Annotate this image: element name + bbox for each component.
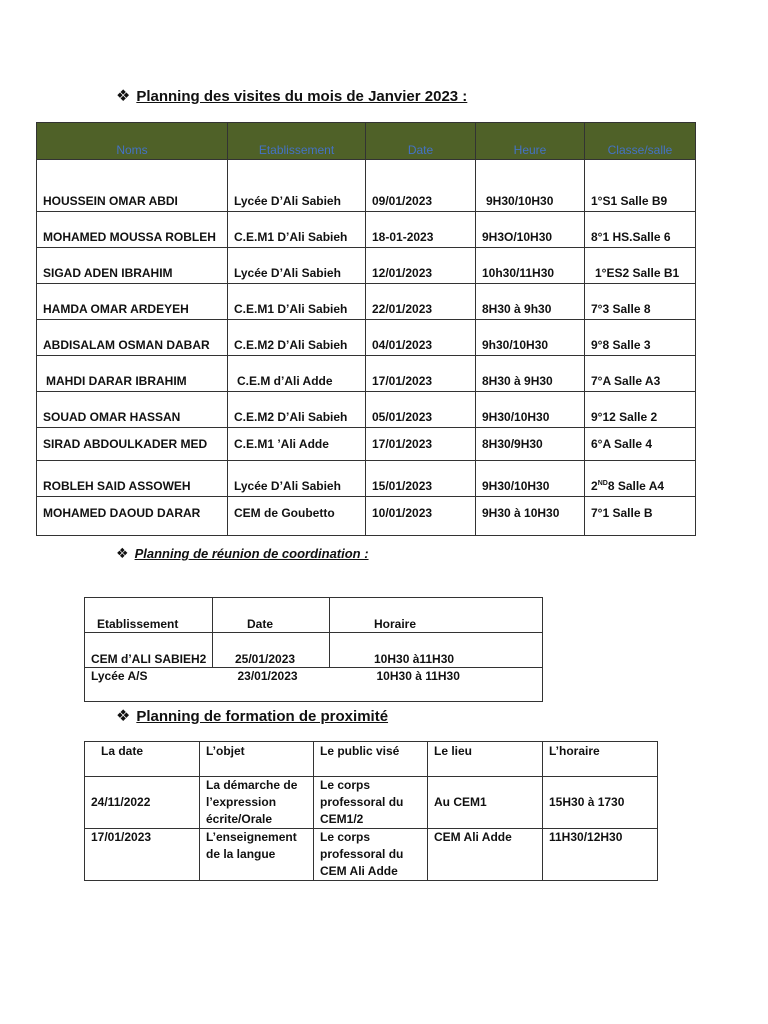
objet-line: La démarche de xyxy=(206,778,298,792)
visits-table xyxy=(36,122,696,536)
table-row xyxy=(37,356,696,392)
cell-date: 23/01/2023 xyxy=(213,668,330,702)
cell-classe: 6°A Salle 4 xyxy=(585,428,696,461)
cell-classe: 1°S1 Salle B9 xyxy=(585,160,696,212)
table-row xyxy=(37,428,696,461)
cell-classe: 7°1 Salle B xyxy=(585,497,696,536)
section-coordination-heading xyxy=(116,545,369,562)
cell-heure: 10h30/11H30 xyxy=(476,248,585,284)
header-heure: Heure xyxy=(476,123,585,160)
public-line: CEM Ali Adde xyxy=(320,864,398,878)
cell-date: 18-01-2023 xyxy=(366,212,476,248)
classe-superscript: ND xyxy=(597,480,608,487)
table-row xyxy=(85,633,543,668)
cell-heure: 9h30/10H30 xyxy=(476,320,585,356)
cell-date: 25/01/2023 xyxy=(213,633,330,668)
table-row xyxy=(37,497,696,536)
table-row xyxy=(85,829,658,881)
cell-heure: 8H30/9H30 xyxy=(476,428,585,461)
cell-etablissement: C.E.M2 D’Ali Sabieh xyxy=(228,392,366,428)
cell-nom: HOUSSEIN OMAR ABDI xyxy=(37,160,228,212)
cell-objet xyxy=(200,829,314,881)
objet-line: écrite/Orale xyxy=(206,812,273,826)
cell-horaire: 10H30 à11H30 xyxy=(330,633,543,668)
cell-etablissement: C.E.M d’Ali Adde xyxy=(228,356,366,392)
table-row xyxy=(37,248,696,284)
header-etablissement: Etablissement xyxy=(85,598,213,633)
cell-classe: 1°ES2 Salle B1 xyxy=(585,248,696,284)
cell-date: 10/01/2023 xyxy=(366,497,476,536)
header-horaire: Horaire xyxy=(330,598,543,633)
cell-etablissement: Lycée D’Ali Sabieh xyxy=(228,160,366,212)
table-row xyxy=(85,668,543,702)
cell-classe xyxy=(585,461,696,497)
diamond-bullet-icon: ❖ xyxy=(116,708,131,725)
cell-horaire: 15H30 à 1730 xyxy=(543,777,658,829)
cell-etablissement: C.E.M2 D’Ali Sabieh xyxy=(228,320,366,356)
cell-date: 09/01/2023 xyxy=(366,160,476,212)
header-date: Date xyxy=(366,123,476,160)
table-row xyxy=(37,160,696,212)
cell-classe: 9°8 Salle 3 xyxy=(585,320,696,356)
section-visits-heading xyxy=(116,86,467,106)
cell-nom: MOHAMED DAOUD DARAR xyxy=(37,497,228,536)
cell-date: 12/01/2023 xyxy=(366,248,476,284)
cell-heure: 9H30/10H30 xyxy=(476,461,585,497)
cell-lieu: Au CEM1 xyxy=(428,777,543,829)
cell-etablissement: CEM d’ALI SABIEH2 xyxy=(85,633,213,668)
header-noms: Noms xyxy=(37,123,228,160)
table-row xyxy=(37,284,696,320)
section-visits-title: Planning des visites du mois de Janvier 2023 : xyxy=(136,87,468,105)
cell-date: 22/01/2023 xyxy=(366,284,476,320)
public-line: professoral du xyxy=(320,847,404,861)
cell-heure: 8H30 à 9h30 xyxy=(476,284,585,320)
table-row xyxy=(37,212,696,248)
cell-heure: 9H30 à 10H30 xyxy=(476,497,585,536)
diamond-bullet-icon: ❖ xyxy=(116,88,131,105)
table-row xyxy=(37,320,696,356)
cell-nom: HAMDA OMAR ARDEYEH xyxy=(37,284,228,320)
table-row xyxy=(37,392,696,428)
objet-line: l’expression xyxy=(206,795,277,809)
cell-date: 24/11/2022 xyxy=(85,777,200,829)
cell-nom: ROBLEH SAID ASSOWEH xyxy=(37,461,228,497)
table-header-row xyxy=(85,598,543,633)
classe-number: 2 xyxy=(591,479,598,493)
cell-etablissement: Lycée D’Ali Sabieh xyxy=(228,248,366,284)
cell-etablissement: C.E.M1 D’Ali Sabieh xyxy=(228,212,366,248)
cell-public xyxy=(314,829,428,881)
cell-etablissement: C.E.M1 D’Ali Sabieh xyxy=(228,284,366,320)
header-lieu: Le lieu xyxy=(428,742,543,777)
cell-classe: 7°A Salle A3 xyxy=(585,356,696,392)
cell-etablissement: C.E.M1 ’Ali Adde xyxy=(228,428,366,461)
header-objet: L’objet xyxy=(200,742,314,777)
public-line: Le corps xyxy=(320,778,371,792)
formation-table xyxy=(84,741,658,881)
objet-line: L’enseignement xyxy=(206,830,297,844)
cell-heure: 8H30 à 9H30 xyxy=(476,356,585,392)
table-header-row xyxy=(37,123,696,160)
classe-rest: 8 Salle A4 xyxy=(607,479,665,493)
cell-horaire: 10H30 à 11H30 xyxy=(330,668,543,702)
cell-objet xyxy=(200,777,314,829)
cell-date: 05/01/2023 xyxy=(366,392,476,428)
cell-lieu: CEM Ali Adde xyxy=(428,829,543,881)
cell-nom: SIGAD ADEN IBRAHIM xyxy=(37,248,228,284)
cell-nom: MAHDI DARAR IBRAHIM xyxy=(37,356,228,392)
cell-nom: SOUAD OMAR HASSAN xyxy=(37,392,228,428)
public-line: professoral du xyxy=(320,795,404,809)
cell-nom: SIRAD ABDOULKADER MED xyxy=(37,428,228,461)
cell-heure: 9H30/10H30 xyxy=(476,392,585,428)
header-public: Le public visé xyxy=(314,742,428,777)
coordination-table xyxy=(84,597,543,702)
cell-classe: 9°12 Salle 2 xyxy=(585,392,696,428)
section-formation-title: Planning de formation de proximité xyxy=(136,707,389,725)
cell-horaire: 11H30/12H30 xyxy=(543,829,658,881)
public-line: Le corps xyxy=(320,830,371,844)
cell-date: 04/01/2023 xyxy=(366,320,476,356)
cell-public xyxy=(314,777,428,829)
cell-date: 17/01/2023 xyxy=(366,428,476,461)
cell-classe: 8°1 HS.Salle 6 xyxy=(585,212,696,248)
table-row xyxy=(37,461,696,497)
cell-heure: 9H30/10H30 xyxy=(476,160,585,212)
header-etablissement: Etablissement xyxy=(228,123,366,160)
cell-etablissement: Lycée D’Ali Sabieh xyxy=(228,461,366,497)
section-formation-heading xyxy=(116,706,388,726)
cell-date: 17/01/2023 xyxy=(85,829,200,881)
cell-heure: 9H3O/10H30 xyxy=(476,212,585,248)
public-line: CEM1/2 xyxy=(320,812,364,826)
table-row xyxy=(85,777,658,829)
cell-etablissement: CEM de Goubetto xyxy=(228,497,366,536)
diamond-bullet-icon: ❖ xyxy=(116,545,129,561)
cell-date: 17/01/2023 xyxy=(366,356,476,392)
cell-classe: 7°3 Salle 8 xyxy=(585,284,696,320)
header-classe: Classe/salle xyxy=(585,123,696,160)
objet-line: de la langue xyxy=(206,847,276,861)
header-date: Date xyxy=(213,598,330,633)
cell-nom: MOHAMED MOUSSA ROBLEH xyxy=(37,212,228,248)
cell-etablissement: Lycée A/S xyxy=(85,668,213,702)
header-date: La date xyxy=(85,742,200,777)
cell-nom: ABDISALAM OSMAN DABAR xyxy=(37,320,228,356)
section-coordination-title: Planning de réunion de coordination : xyxy=(134,546,369,561)
table-header-row xyxy=(85,742,658,777)
cell-date: 15/01/2023 xyxy=(366,461,476,497)
header-horaire: L’horaire xyxy=(543,742,658,777)
